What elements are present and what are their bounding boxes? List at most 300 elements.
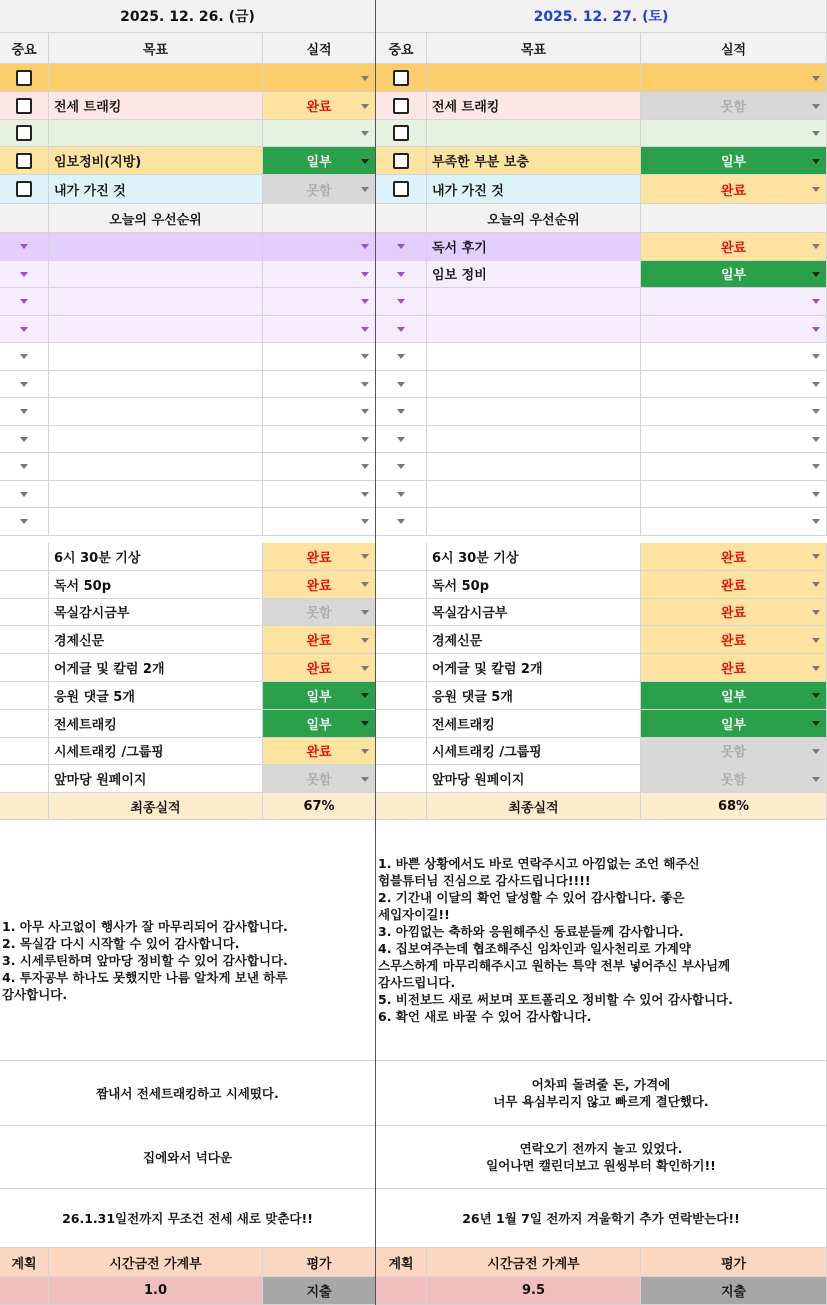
routine-result-dropdown[interactable]: [263, 626, 376, 653]
status-value: 완료: [306, 662, 332, 678]
status-value: 일부: [720, 717, 747, 733]
note-commitment[interactable]: 26.1.31일전까지 무조건 전세 새로 맞춘다!!: [0, 1189, 376, 1248]
footer-plan[interactable]: [376, 1277, 427, 1304]
routine-result-dropdown[interactable]: [641, 682, 827, 709]
status-value: 못함: [720, 773, 747, 789]
priority-header: [376, 204, 827, 233]
day-column-right: [376, 0, 827, 1305]
chevron-down-icon: [812, 437, 820, 442]
routine-spacer: [376, 599, 427, 626]
priority-title-text: 오늘의 우선순위: [109, 212, 202, 228]
routine-result-dropdown[interactable]: [641, 654, 827, 681]
goal-row: [376, 92, 827, 120]
checkbox-icon[interactable]: [16, 98, 32, 114]
status-value: 일부: [306, 689, 332, 705]
footer-ledger[interactable]: [49, 1277, 263, 1304]
goal-cell[interactable]: [427, 120, 641, 146]
goal-row: [0, 120, 376, 147]
priority-text-cell[interactable]: [49, 481, 263, 508]
footer-eval-value: 지출: [720, 1285, 747, 1300]
routine-task-text: 어게글 및 칼럼 2개: [54, 662, 165, 678]
status-value: 완료: [306, 550, 332, 566]
table-header: [376, 33, 827, 64]
routine-spacer: [376, 682, 427, 709]
priority-row: [376, 426, 827, 454]
priority-result-dropdown[interactable]: [263, 316, 376, 343]
routine-task: [49, 682, 263, 709]
goal-cell[interactable]: [427, 147, 641, 174]
priority-row: [376, 343, 827, 371]
final-label-text: 최종실적: [130, 800, 181, 816]
priority-marker[interactable]: [0, 233, 49, 260]
chevron-down-icon: [361, 437, 369, 442]
status-value: 완료: [306, 100, 332, 115]
routine-row: [376, 682, 827, 710]
final-value-text: 67%: [303, 798, 335, 814]
priority-text-cell[interactable]: [49, 233, 263, 260]
routine-result-dropdown[interactable]: [641, 626, 827, 653]
priority-result-dropdown[interactable]: [641, 371, 827, 398]
routine-task-text: 전세트래킹: [54, 717, 117, 733]
routine-result-dropdown[interactable]: [263, 654, 376, 681]
header-goal: [427, 33, 641, 63]
routine-task: [49, 738, 263, 765]
priority-marker[interactable]: [376, 398, 427, 425]
header-result: [641, 33, 827, 63]
footer-eval[interactable]: [263, 1277, 376, 1304]
status-value: 완료: [720, 606, 747, 622]
routine-result-dropdown[interactable]: [263, 765, 376, 792]
chevron-down-icon: [812, 554, 820, 559]
status-value: 못함: [720, 745, 747, 761]
priority-text-cell[interactable]: [49, 343, 263, 370]
chevron-down-icon: [20, 299, 28, 304]
importance-checkbox-cell[interactable]: [376, 92, 427, 119]
routine-spacer: [0, 765, 49, 792]
priority-header: [0, 204, 376, 233]
final-result-row: [0, 793, 376, 820]
header-label: 목표: [142, 42, 169, 58]
status-value: 일부: [306, 717, 332, 733]
status-value: 못함: [306, 773, 332, 789]
chevron-down-icon: [812, 666, 820, 671]
routine-task: [427, 654, 641, 681]
result-dropdown[interactable]: [641, 92, 827, 119]
result-dropdown[interactable]: [263, 175, 376, 203]
priority-marker[interactable]: [0, 508, 49, 535]
chevron-down-icon: [812, 244, 820, 249]
priority-text: 독서 후기: [432, 240, 487, 256]
priority-marker[interactable]: [0, 453, 49, 480]
routine-result-dropdown[interactable]: [641, 571, 827, 598]
checkbox-icon[interactable]: [393, 125, 409, 141]
routine-spacer: [0, 654, 49, 681]
routine-result-dropdown[interactable]: [641, 765, 827, 792]
checkbox-icon[interactable]: [393, 98, 409, 114]
goal-text: 임보정비(지방): [54, 155, 142, 170]
goal-row: [376, 120, 827, 147]
routine-task-text: 경제신문: [54, 634, 105, 650]
chevron-down-icon: [812, 104, 820, 109]
chevron-down-icon: [361, 554, 369, 559]
priority-marker[interactable]: [0, 343, 49, 370]
importance-checkbox-cell[interactable]: [376, 64, 427, 91]
chevron-down-icon: [812, 749, 820, 754]
priority-result-dropdown[interactable]: [263, 426, 376, 453]
checkbox-icon[interactable]: [16, 153, 32, 169]
result-dropdown[interactable]: [263, 120, 376, 146]
footer-header-text: 계획: [388, 1256, 414, 1272]
goal-row: [0, 92, 376, 120]
checkbox-icon[interactable]: [16, 181, 32, 197]
chevron-down-icon: [812, 721, 820, 726]
goal-cell[interactable]: [49, 64, 263, 91]
routine-task-text: 6시 30분 기상: [54, 550, 141, 566]
routine-task-text: 목실감시금부: [432, 606, 508, 622]
priority-text-cell[interactable]: [49, 288, 263, 315]
chevron-down-icon: [397, 244, 405, 249]
priority-result-dropdown[interactable]: [641, 288, 827, 315]
status-value: 완료: [720, 550, 747, 566]
routine-result-dropdown[interactable]: [641, 599, 827, 626]
priority-text-cell[interactable]: [427, 508, 641, 535]
priority-marker[interactable]: [0, 261, 49, 288]
priority-text-cell[interactable]: [49, 316, 263, 343]
priority-row: [0, 261, 376, 289]
importance-checkbox-cell[interactable]: [0, 92, 49, 119]
priority-result-dropdown[interactable]: [641, 233, 827, 260]
goal-cell[interactable]: [427, 92, 641, 119]
chevron-down-icon: [812, 382, 820, 387]
checkbox-icon[interactable]: [393, 70, 409, 86]
routine-task: [49, 626, 263, 653]
importance-checkbox-cell[interactable]: [0, 175, 49, 203]
goal-text: 전세 트래킹: [432, 100, 500, 115]
chevron-down-icon: [361, 666, 369, 671]
final-spacer: [0, 793, 49, 819]
checkbox-icon[interactable]: [393, 181, 409, 197]
priority-row: [376, 508, 827, 536]
priority-text-cell[interactable]: [49, 261, 263, 288]
chevron-down-icon: [397, 409, 405, 414]
priority-result-dropdown[interactable]: [263, 233, 376, 260]
table-header: [0, 33, 376, 64]
routine-result-dropdown[interactable]: [641, 710, 827, 737]
routine-spacer: [376, 710, 427, 737]
final-spacer: [376, 793, 427, 819]
header-label: 실적: [720, 42, 747, 58]
routine-result-dropdown[interactable]: [641, 738, 827, 765]
importance-checkbox-cell[interactable]: [0, 120, 49, 146]
final-value: [263, 793, 376, 819]
chevron-down-icon: [20, 382, 28, 387]
priority-row: [0, 398, 376, 426]
routine-result-dropdown[interactable]: [641, 543, 827, 570]
importance-checkbox-cell[interactable]: [0, 147, 49, 174]
final-result-row: [376, 793, 827, 820]
result-dropdown[interactable]: [263, 147, 376, 174]
priority-row: [376, 371, 827, 399]
priority-result-dropdown[interactable]: [641, 453, 827, 480]
priority-marker[interactable]: [376, 288, 427, 315]
footer-plan[interactable]: [0, 1277, 49, 1304]
footer-ledger[interactable]: [427, 1277, 641, 1304]
priority-text-cell[interactable]: [427, 426, 641, 453]
priority-title: [427, 204, 641, 232]
routine-task-text: 시세트래킹 /그룹핑: [432, 745, 542, 761]
chevron-down-icon: [397, 272, 405, 277]
priority-text-cell[interactable]: [427, 261, 641, 288]
header-label: 중요: [388, 42, 414, 58]
final-value: [641, 793, 827, 819]
footer-header-eval: [641, 1248, 827, 1276]
priority-marker[interactable]: [376, 371, 427, 398]
priority-marker[interactable]: [376, 316, 427, 343]
note-reflection[interactable]: 연락오기 전까지 놀고 있었다. 일어나면 캘린더보고 원씽부터 확인하기!!: [376, 1126, 827, 1189]
priority-text-cell[interactable]: [427, 316, 641, 343]
priority-header-spacer: [0, 204, 49, 232]
priority-result-dropdown[interactable]: [641, 316, 827, 343]
routine-task: [427, 626, 641, 653]
priority-result-dropdown[interactable]: [263, 371, 376, 398]
importance-checkbox-cell[interactable]: [376, 147, 427, 174]
routine-task: [427, 765, 641, 792]
priority-marker[interactable]: [0, 426, 49, 453]
checkbox-icon[interactable]: [16, 70, 32, 86]
chevron-down-icon: [361, 638, 369, 643]
priority-result-dropdown[interactable]: [263, 288, 376, 315]
chevron-down-icon: [20, 464, 28, 469]
chevron-down-icon: [361, 610, 369, 615]
status-value: 완료: [306, 745, 332, 761]
result-dropdown[interactable]: [263, 92, 376, 119]
status-value: 완료: [720, 662, 747, 678]
final-label-text: 최종실적: [508, 800, 559, 816]
date-text: 2025. 12. 27. (토): [533, 9, 669, 25]
priority-marker[interactable]: [0, 481, 49, 508]
status-value: 완료: [306, 634, 332, 650]
priority-result-dropdown[interactable]: [641, 398, 827, 425]
chevron-down-icon: [812, 638, 820, 643]
routine-task: [49, 765, 263, 792]
routine-result-dropdown[interactable]: [263, 599, 376, 626]
result-dropdown[interactable]: [641, 120, 827, 146]
footer-values: [0, 1277, 376, 1305]
status-value: 일부: [720, 155, 747, 170]
priority-header-spacer: [376, 204, 427, 232]
priority-row: [376, 316, 827, 344]
priority-result-dropdown[interactable]: [263, 508, 376, 535]
chevron-down-icon: [361, 104, 369, 109]
priority-result-dropdown[interactable]: [641, 426, 827, 453]
goal-cell[interactable]: [49, 120, 263, 146]
priority-text-cell[interactable]: [49, 453, 263, 480]
chevron-down-icon: [812, 409, 820, 414]
priority-row: [376, 288, 827, 316]
routine-row: [376, 571, 827, 599]
priority-result-dropdown[interactable]: [641, 343, 827, 370]
note-done[interactable]: 짬내서 전세트래킹하고 시세떴다.: [0, 1061, 376, 1126]
priority-marker[interactable]: [376, 343, 427, 370]
priority-row: [0, 288, 376, 316]
priority-text-cell[interactable]: [49, 398, 263, 425]
priority-header-spacer: [641, 204, 827, 232]
priority-marker[interactable]: [376, 481, 427, 508]
routine-result-dropdown[interactable]: [263, 543, 376, 570]
chevron-down-icon: [361, 272, 369, 277]
importance-checkbox-cell[interactable]: [376, 120, 427, 146]
day-column-left: [0, 0, 376, 1305]
chevron-down-icon: [812, 610, 820, 615]
footer-header: [0, 1248, 376, 1277]
routine-task-text: 6시 30분 기상: [432, 550, 519, 566]
chevron-down-icon: [361, 327, 369, 332]
chevron-down-icon: [812, 464, 820, 469]
routine-task: [49, 599, 263, 626]
routine-task: [427, 571, 641, 598]
chevron-down-icon: [812, 492, 820, 497]
routine-task: [427, 682, 641, 709]
goal-row: [0, 175, 376, 204]
goal-cell[interactable]: [427, 175, 641, 203]
priority-text-cell[interactable]: [427, 398, 641, 425]
priority-row: [0, 453, 376, 481]
importance-checkbox-cell[interactable]: [376, 175, 427, 203]
priority-marker[interactable]: [376, 426, 427, 453]
priority-row: [0, 371, 376, 399]
routine-row: [0, 543, 376, 571]
priority-marker[interactable]: [0, 371, 49, 398]
status-value: 완료: [306, 578, 332, 594]
routine-task-text: 독서 50p: [432, 578, 490, 594]
routine-spacer: [0, 599, 49, 626]
chevron-down-icon: [361, 131, 369, 136]
priority-marker[interactable]: [0, 288, 49, 315]
footer-header-text: 시간금전 가계부: [109, 1256, 202, 1272]
footer-header-text: 시간금전 가계부: [487, 1256, 580, 1272]
priority-marker[interactable]: [376, 453, 427, 480]
priority-result-dropdown[interactable]: [263, 453, 376, 480]
goal-row: [376, 175, 827, 204]
chevron-down-icon: [361, 244, 369, 249]
priority-result-dropdown[interactable]: [641, 508, 827, 535]
importance-checkbox-cell[interactable]: [0, 64, 49, 91]
goal-cell[interactable]: [49, 92, 263, 119]
footer-eval[interactable]: [641, 1277, 827, 1304]
checkbox-icon[interactable]: [16, 125, 32, 141]
result-dropdown[interactable]: [641, 64, 827, 91]
status-value: 일부: [306, 155, 332, 170]
checkbox-icon[interactable]: [393, 153, 409, 169]
result-dropdown[interactable]: [641, 175, 827, 203]
final-label: [427, 793, 641, 819]
routine-spacer: [376, 765, 427, 792]
priority-marker[interactable]: [376, 261, 427, 288]
routine-spacer: [376, 626, 427, 653]
routine-spacer: [0, 738, 49, 765]
chevron-down-icon: [361, 721, 369, 726]
routine-task-text: 시세트래킹 /그룹핑: [54, 745, 164, 761]
note-commitment[interactable]: 26년 1월 7일 전까지 겨울학기 추가 연락받는다!!: [376, 1189, 827, 1248]
header-label: 실적: [306, 42, 332, 58]
chevron-down-icon: [20, 519, 28, 524]
routine-task-text: 어게글 및 칼럼 2개: [432, 662, 543, 678]
routine-result-dropdown[interactable]: [263, 710, 376, 737]
routine-task: [427, 543, 641, 570]
gratitude-journal[interactable]: 1. 아무 사고없이 행사가 잘 마무리되어 감사합니다. 2. 목실감 다시 시작할 수 있어 감사합니다. 3. 시세루틴하며 앞마당 정비할 수 있어 감사합니다. 4. 투자공부 하나도 못했지만 나름 알차게 보낸 하루 감사합니다.: [0, 820, 376, 1061]
priority-result-dropdown[interactable]: [641, 481, 827, 508]
routine-task-text: 전세트래킹: [432, 717, 495, 733]
chevron-down-icon: [361, 354, 369, 359]
priority-text-cell[interactable]: [427, 288, 641, 315]
goal-cell[interactable]: [49, 147, 263, 174]
priority-text-cell[interactable]: [427, 343, 641, 370]
priority-text-cell[interactable]: [49, 508, 263, 535]
priority-text-cell[interactable]: [427, 453, 641, 480]
priority-row: [376, 398, 827, 426]
final-label: [49, 793, 263, 819]
note-reflection[interactable]: 집에와서 넉다운: [0, 1126, 376, 1189]
routine-result-dropdown[interactable]: [263, 682, 376, 709]
routine-row: [0, 599, 376, 627]
routine-task-text: 앞마당 원페이지: [54, 773, 147, 789]
goal-row: [376, 64, 827, 92]
gratitude-journal[interactable]: 1. 바쁜 상황에서도 바로 연락주시고 아낌없는 조언 해주신 험블튜터님 진심으로 감사드립니다!!!! 2. 기간내 이달의 확언 달성할 수 있어 감사합니다. 좋은 세입자이길!! 3. 아낌없는 축하와 응원해주신 동료분들께 감사합니다. 4. 집보여주는데 협조해주신 임차인과 일사천리로 가계약 스무스하게 마무리해주시고 원하는 특약 전부 넣어주신 부사님께 감사드립니다. 5. 비전보드 새로 써보며 포트폴리오 정비할 수 있어 감사합니다. 6. 확언 새로 바꿀 수 있어 감사합니다.: [376, 820, 827, 1061]
routine-task: [49, 710, 263, 737]
chevron-down-icon: [20, 492, 28, 497]
chevron-down-icon: [20, 409, 28, 414]
routine-task-text: 목실감시금부: [54, 606, 130, 622]
routine-spacer: [0, 710, 49, 737]
note-done[interactable]: 어차피 돌려줄 돈, 가격에 너무 욕심부리지 않고 빠르게 결단했다.: [376, 1061, 827, 1126]
routine-row: [0, 654, 376, 682]
priority-result-dropdown[interactable]: [263, 481, 376, 508]
date-header: [0, 0, 376, 33]
status-value: 완료: [720, 634, 747, 650]
priority-text-cell[interactable]: [427, 233, 641, 260]
priority-marker[interactable]: [376, 508, 427, 535]
priority-result-dropdown[interactable]: [263, 343, 376, 370]
priority-marker[interactable]: [0, 398, 49, 425]
goal-cell[interactable]: [49, 175, 263, 203]
priority-marker[interactable]: [0, 316, 49, 343]
status-value: 완료: [720, 240, 747, 256]
goal-text: 전세 트래킹: [54, 100, 122, 115]
result-dropdown[interactable]: [263, 64, 376, 91]
priority-result-dropdown[interactable]: [263, 398, 376, 425]
chevron-down-icon: [397, 327, 405, 332]
result-dropdown[interactable]: [641, 147, 827, 174]
priority-text-cell[interactable]: [427, 481, 641, 508]
routine-task: [427, 738, 641, 765]
chevron-down-icon: [397, 299, 405, 304]
priority-marker[interactable]: [376, 233, 427, 260]
goal-cell[interactable]: [427, 64, 641, 91]
priority-text-cell[interactable]: [49, 371, 263, 398]
routine-result-dropdown[interactable]: [263, 571, 376, 598]
routine-result-dropdown[interactable]: [263, 738, 376, 765]
priority-text-cell[interactable]: [427, 371, 641, 398]
footer-header-ledger: [427, 1248, 641, 1276]
priority-row: [0, 233, 376, 261]
chevron-down-icon: [397, 464, 405, 469]
priority-text-cell[interactable]: [49, 426, 263, 453]
priority-result-dropdown[interactable]: [641, 261, 827, 288]
routine-spacer: [376, 543, 427, 570]
priority-row: [0, 508, 376, 536]
chevron-down-icon: [361, 492, 369, 497]
priority-result-dropdown[interactable]: [263, 261, 376, 288]
